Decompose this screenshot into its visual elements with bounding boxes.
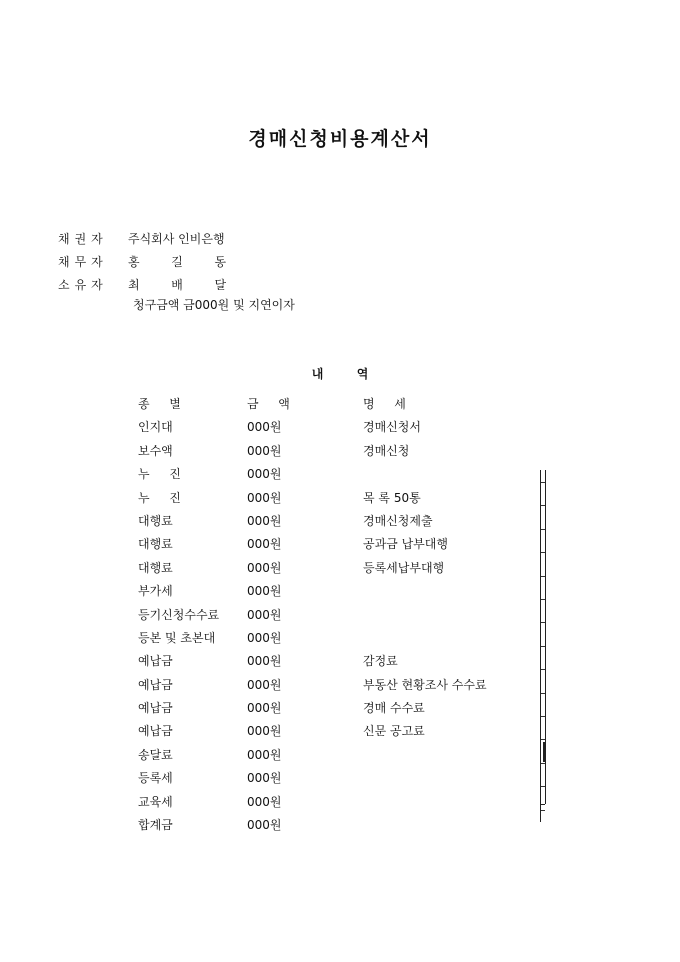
parties-block <box>58 228 234 297</box>
margin-tick <box>541 529 545 530</box>
cell-desc: 신문 공고료 <box>363 724 425 739</box>
cell-amount: 000원 <box>247 607 282 622</box>
section-heading-details: 내 역 <box>311 367 369 381</box>
cell-kind: 예납금 <box>138 724 173 739</box>
cell-kind: 대행료 <box>138 537 173 552</box>
cell-desc: 부동산 현황조사 수수료 <box>363 677 487 692</box>
party-row-debtor <box>58 251 234 274</box>
cell-amount: 000원 <box>247 584 282 599</box>
cell-kind: 예납금 <box>138 701 173 716</box>
cell-kind: 예납금 <box>138 654 173 669</box>
header-kind: 종 별 <box>138 397 185 411</box>
document-title: 경매신청비용계산서 <box>248 128 432 150</box>
cell-amount: 000원 <box>247 794 282 809</box>
cell-amount: 000원 <box>247 490 282 505</box>
table-row <box>138 814 487 837</box>
table-header-row <box>138 393 487 416</box>
table-row <box>138 767 487 790</box>
cell-amount: 000원 <box>247 701 282 716</box>
header-amount: 금 액 <box>247 397 294 411</box>
table-row <box>138 674 487 697</box>
table-row <box>138 557 487 580</box>
margin-bracket-right <box>545 470 546 804</box>
table-row <box>138 744 487 767</box>
margin-tick <box>541 763 545 764</box>
cell-kind: 누 진 <box>138 490 185 505</box>
table-row <box>138 487 487 510</box>
cell-desc: 목 록 50통 <box>363 490 421 505</box>
table-row <box>138 416 487 439</box>
margin-bracket-mark <box>543 742 545 762</box>
cell-amount: 000원 <box>247 443 282 458</box>
header-desc: 명 세 <box>363 397 410 411</box>
cell-kind: 등본 및 초본대 <box>138 630 216 645</box>
cell-kind: 합계금 <box>138 818 173 833</box>
cell-amount: 000원 <box>247 818 282 833</box>
cell-kind: 등록세 <box>138 771 173 786</box>
table-body <box>138 416 487 837</box>
table-row <box>138 791 487 814</box>
cell-kind: 대행료 <box>138 513 173 528</box>
cell-kind: 대행료 <box>138 560 173 575</box>
party-value: 홍 길 동 <box>128 255 235 269</box>
margin-tick <box>541 576 545 577</box>
table-row <box>138 580 487 603</box>
table-row <box>138 510 487 533</box>
margin-tick <box>541 599 545 600</box>
cell-desc: 공과금 납부대행 <box>363 537 448 552</box>
margin-tick <box>541 646 545 647</box>
table-row <box>138 463 487 486</box>
cell-kind: 등기신청수수료 <box>138 607 220 622</box>
cell-desc: 감정료 <box>363 654 398 669</box>
party-row-creditor <box>58 228 234 251</box>
party-value: 주식회사 인비은행 <box>128 232 225 246</box>
party-role: 채무자 <box>58 255 108 269</box>
cell-kind: 인지대 <box>138 420 173 435</box>
cell-amount: 000원 <box>247 654 282 669</box>
margin-tick <box>541 505 545 506</box>
cell-amount: 000원 <box>247 677 282 692</box>
cell-kind: 보수액 <box>138 443 173 458</box>
cell-amount: 000원 <box>247 747 282 762</box>
cell-amount: 000원 <box>247 724 282 739</box>
margin-tick <box>541 810 545 811</box>
cell-desc: 경매 수수료 <box>363 701 425 716</box>
expense-table <box>138 393 487 837</box>
cell-desc: 경매신청서 <box>363 420 421 435</box>
cell-amount: 000원 <box>247 560 282 575</box>
cell-kind: 누 진 <box>138 467 185 482</box>
table-row <box>138 604 487 627</box>
margin-tick <box>541 786 545 787</box>
cell-amount: 000원 <box>247 513 282 528</box>
table-row <box>138 697 487 720</box>
margin-tick <box>541 739 545 740</box>
claim-amount-line: 청구금액 금000원 및 지연이자 <box>133 298 295 312</box>
table-row <box>138 440 487 463</box>
table-row <box>138 650 487 673</box>
table-row <box>138 720 487 743</box>
table-row <box>138 627 487 650</box>
cell-amount: 000원 <box>247 420 282 435</box>
table-row <box>138 533 487 556</box>
margin-tick <box>541 482 545 483</box>
cell-kind: 예납금 <box>138 677 173 692</box>
cell-amount: 000원 <box>247 467 282 482</box>
cell-amount: 000원 <box>247 771 282 786</box>
party-role: 채권자 <box>58 232 108 246</box>
cell-desc: 등록세납부대행 <box>363 560 445 575</box>
party-value: 최 배 달 <box>128 278 235 292</box>
cell-desc: 경매신청 <box>363 443 410 458</box>
margin-tick <box>541 693 545 694</box>
cell-kind: 교육세 <box>138 794 173 809</box>
cell-amount: 000원 <box>247 537 282 552</box>
cell-kind: 부가세 <box>138 584 173 599</box>
margin-tick <box>541 669 545 670</box>
margin-tick <box>541 552 545 553</box>
cell-kind: 송달료 <box>138 747 173 762</box>
margin-tick <box>541 716 545 717</box>
margin-tick <box>541 622 545 623</box>
cell-amount: 000원 <box>247 630 282 645</box>
cell-desc: 경매신청제출 <box>363 513 433 528</box>
margin-bracket-bottom <box>540 804 545 805</box>
party-role: 소유자 <box>58 278 108 292</box>
party-row-owner <box>58 274 234 297</box>
